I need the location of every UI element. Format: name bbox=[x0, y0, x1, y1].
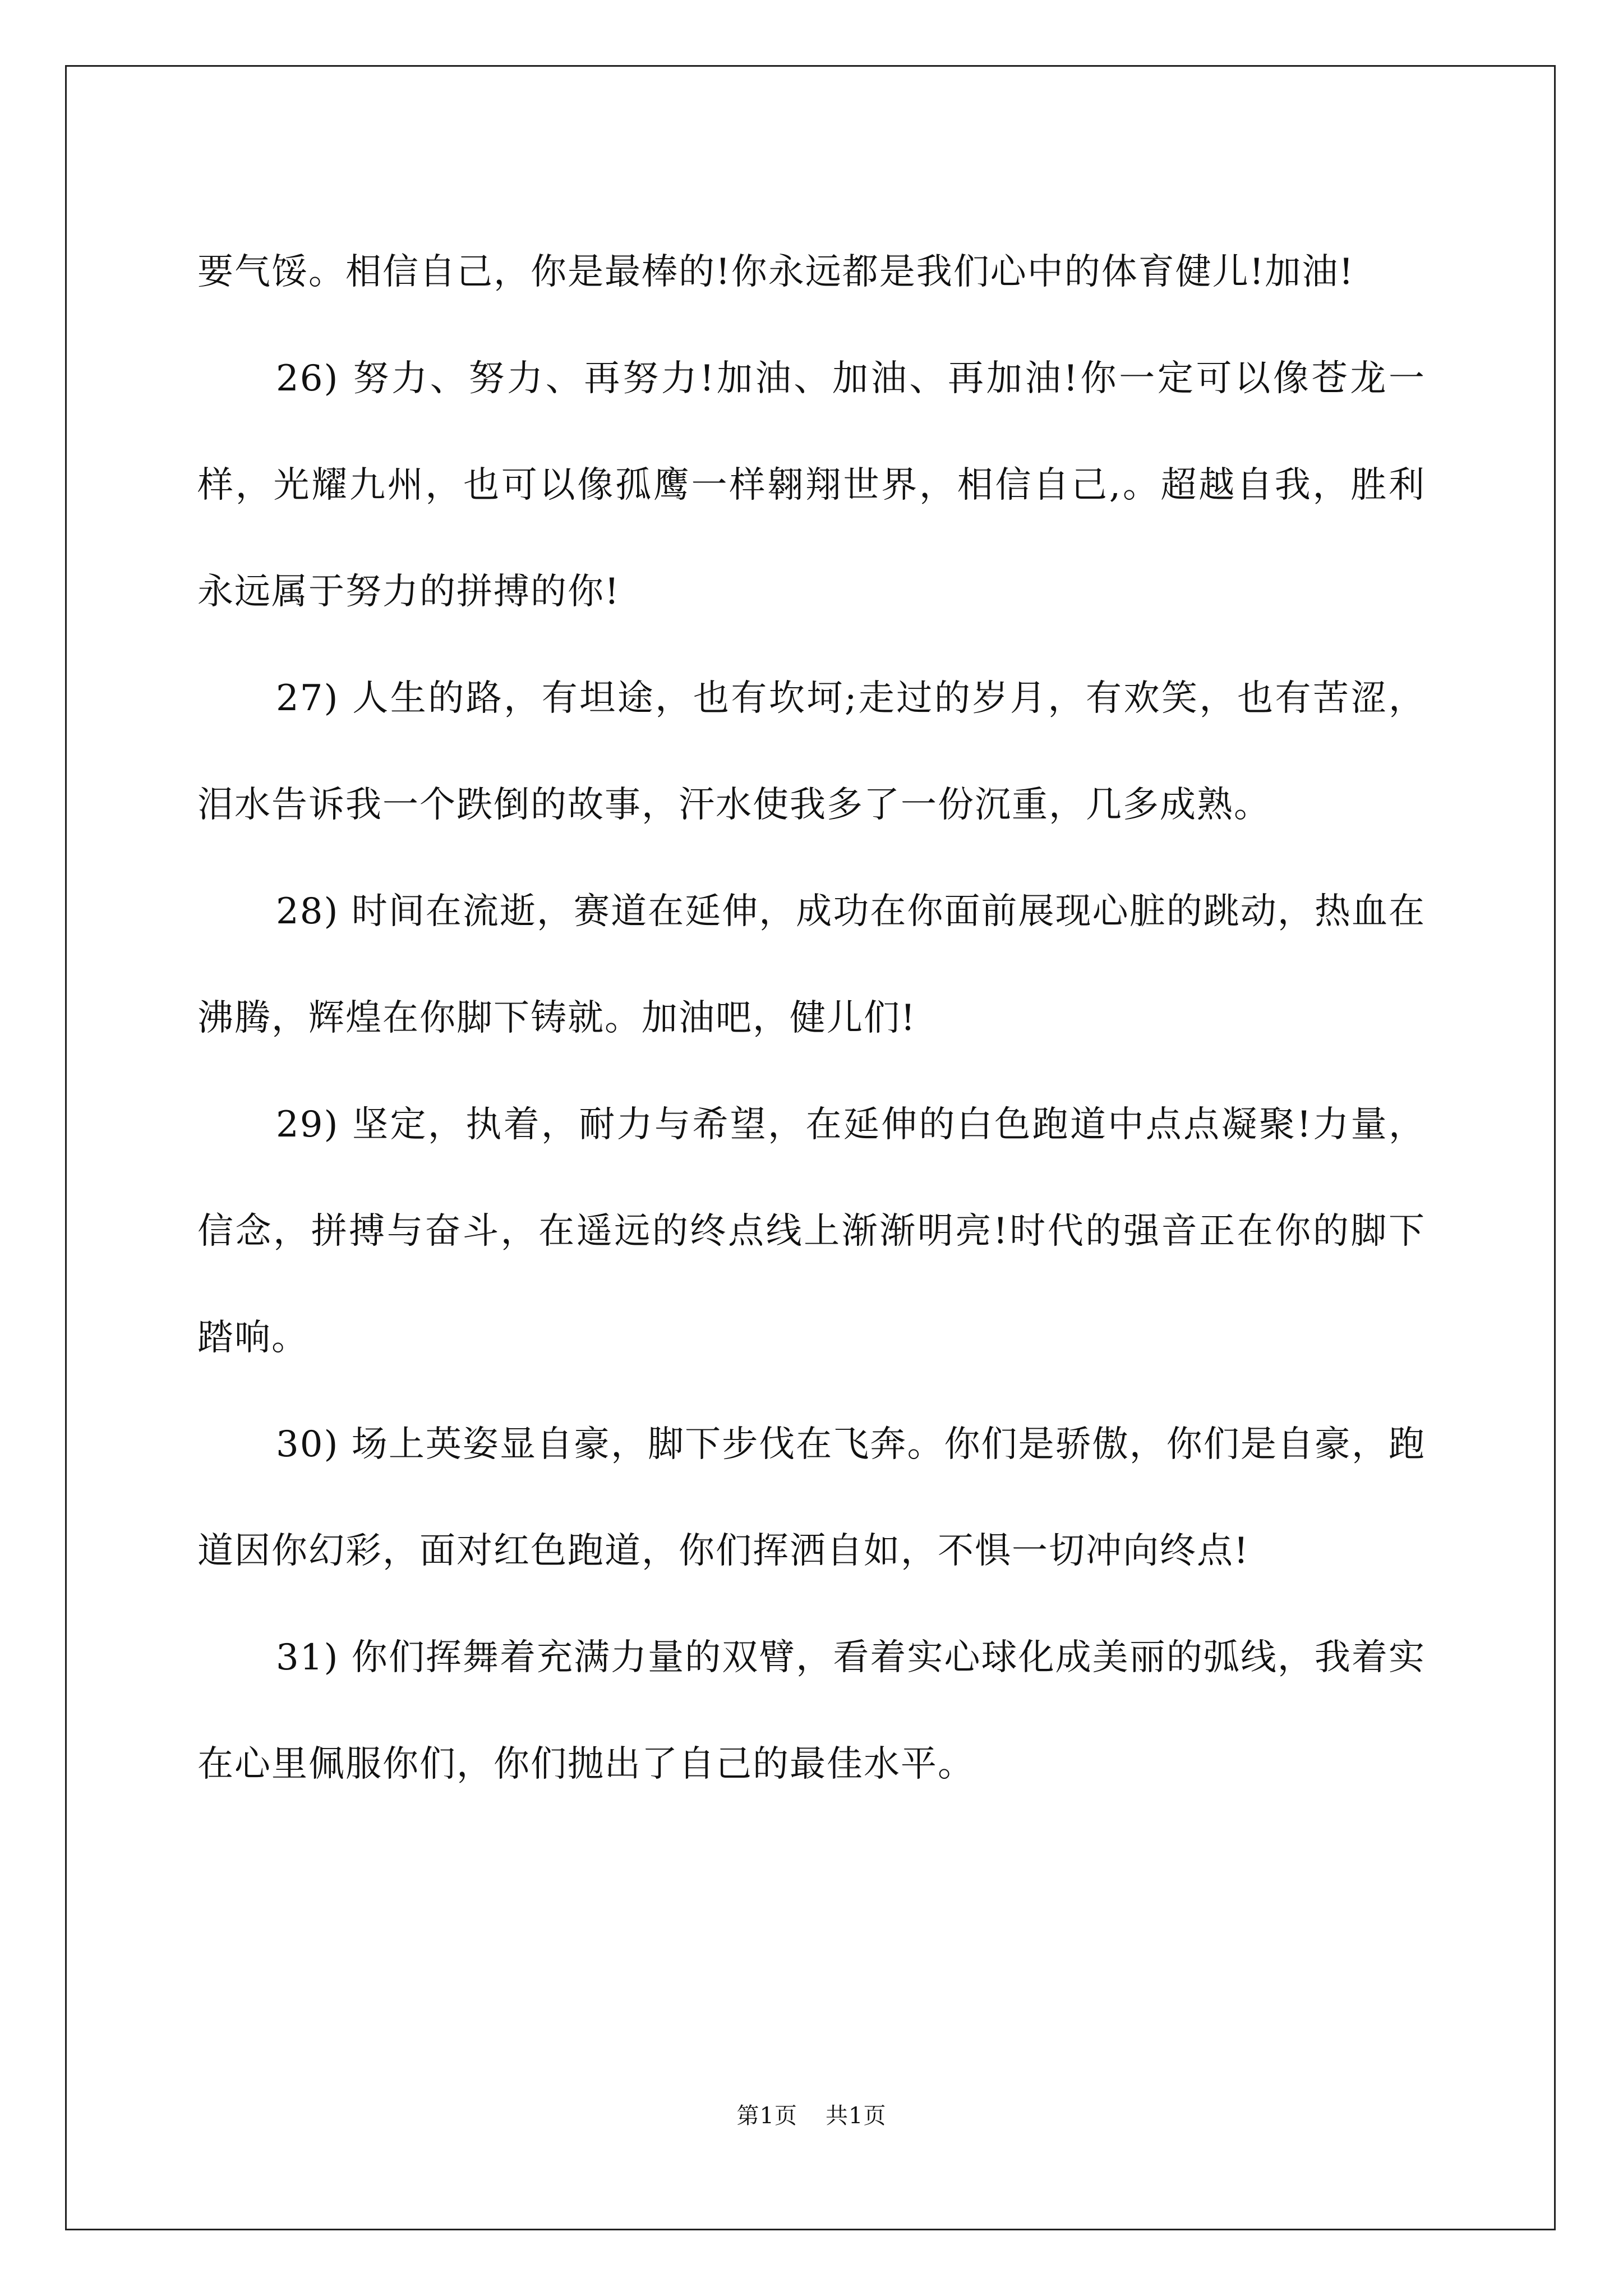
paragraph-31: 31) 你们挥舞着充满力量的双臂，看着实心球化成美丽的弧线，我着实在心里佩服你们，你们抛出了自己的最佳水平。 bbox=[197, 1637, 1426, 1785]
paragraph-29: 29) 坚定，执着，耐力与希望，在延伸的白色跑道中点点凝聚!力量，信念，拼搏与奋斗，在遥远的终点线上渐渐明亮!时代的强音正在你的脚下踏响。 bbox=[197, 1104, 1426, 1359]
page-footer bbox=[0, 2098, 1623, 2130]
paragraph-27: 27) 人生的路，有坦途，也有坎坷;走过的岁月，有欢笑，也有苦涩，泪水告诉我一个跌倒的故事，汗水使我多了一份沉重，几多成熟。 bbox=[197, 678, 1426, 826]
paragraph-continuation: 要气馁。相信自己，你是最棒的!你永远都是我们心中的体育健儿!加油! bbox=[197, 251, 1355, 293]
paragraph-26: 26) 努力、努力、再努力!加油、加油、再加油!你一定可以像苍龙一样，光耀九州，也可以像孤鹰一样翱翔世界，相信自己,。超越自我，胜利永远属于努力的拼搏的你! bbox=[197, 358, 1426, 613]
page-number: 第1页 bbox=[736, 2103, 797, 2129]
document-body bbox=[197, 219, 1426, 1818]
paragraph-28: 28) 时间在流逝，赛道在延伸，成功在你面前展现心脏的跳动，热血在沸腾，辉煌在你脚下铸就。加油吧，健儿们! bbox=[197, 891, 1426, 1039]
page-total: 共1页 bbox=[826, 2103, 887, 2129]
paragraph-30: 30) 场上英姿显自豪，脚下步伐在飞奔。你们是骄傲，你们是自豪，跑道因你幻彩，面对红色跑道，你们挥洒自如，不惧一切冲向终点! bbox=[197, 1424, 1426, 1572]
